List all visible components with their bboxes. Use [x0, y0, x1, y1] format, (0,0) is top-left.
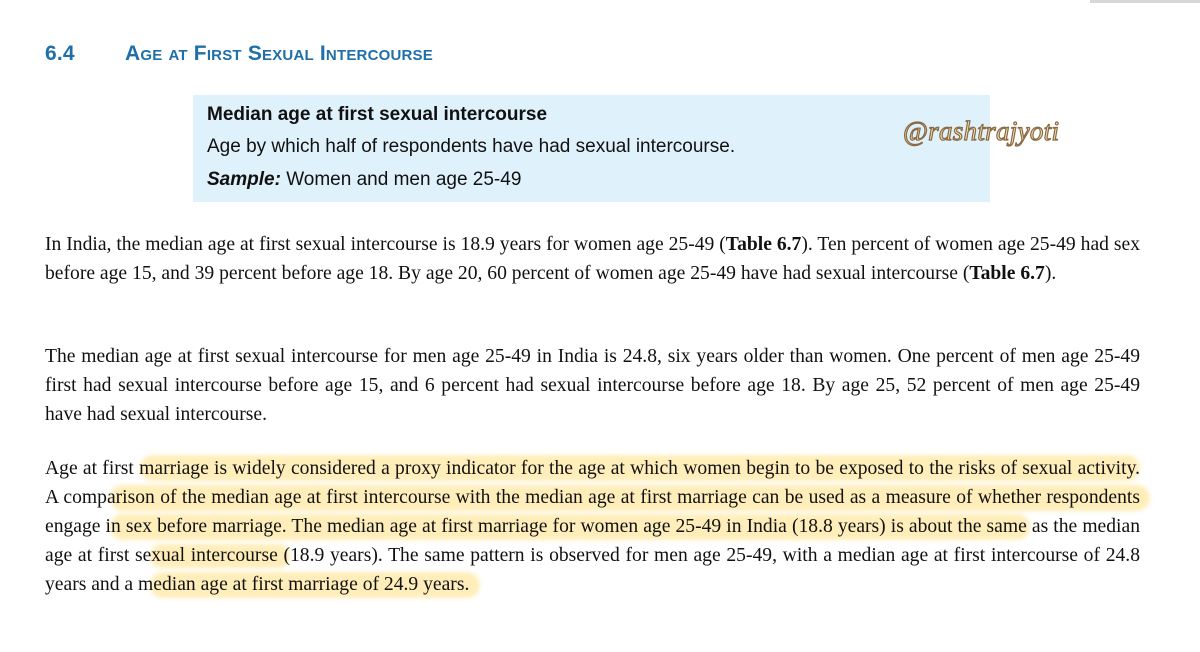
p1-text-2: ). Ten percent of women age 25-49 had sex before age 15, and 39 percent before age 18. By age 20, 60 percent of women age 25-49 have had sexual intercourse (	[45, 234, 1141, 284]
section-title: Age at First Sexual Intercourse	[125, 42, 433, 65]
definition-title: Median age at first sexual intercourse	[207, 104, 548, 125]
table-reference-link: Table 6.7	[969, 263, 1045, 284]
sample-label: Sample:	[207, 169, 281, 190]
section-number: 6.4	[45, 42, 75, 65]
definition-sample	[207, 169, 521, 191]
paragraph-women-median-age	[45, 230, 1140, 288]
top-rule	[1090, 0, 1200, 3]
table-reference-link: Table 6.7	[725, 234, 802, 255]
sample-text: Women and men age 25-49	[280, 169, 522, 190]
definition-box	[193, 95, 990, 202]
paragraph-men-median-age: The median age at first sexual intercourse for men age 25-49 in India is 24.8, six years older than women. One percent of men age 25-49 first had sexual intercourse before age 15, and 6 percent had sexual intercourse before age 18. By age 25, 52 percent of men age 25-49 have had sexual intercourse.	[45, 346, 1140, 425]
p1-text-3: ).	[1044, 263, 1057, 284]
watermark-handle: @rashtrajyoti	[903, 116, 1060, 146]
p1-text-1: In India, the median age at first sexual intercourse is 18.9 years for women age 25-49 (	[45, 234, 726, 255]
definition-description: Age by which half of respondents have had sexual intercourse.	[207, 136, 736, 157]
paragraph-marriage-comparison: Age at first marriage is widely considered a proxy indicator for the age at which women begin to be exposed to the risks of sexual activity. A comparison of the median age at first intercourse with the median age at first marriage can be used as a measure of whether respondents engage in sex before marriage. The median age at first marriage for women age 25-49 in India (18.8 years) is about the same as the median age at first sexual intercourse (18.9 years). The same pattern is observed for men age 25-49, with a median age at first intercourse of 24.8 years and a median age at first marriage of 24.9 years.	[45, 458, 1140, 595]
